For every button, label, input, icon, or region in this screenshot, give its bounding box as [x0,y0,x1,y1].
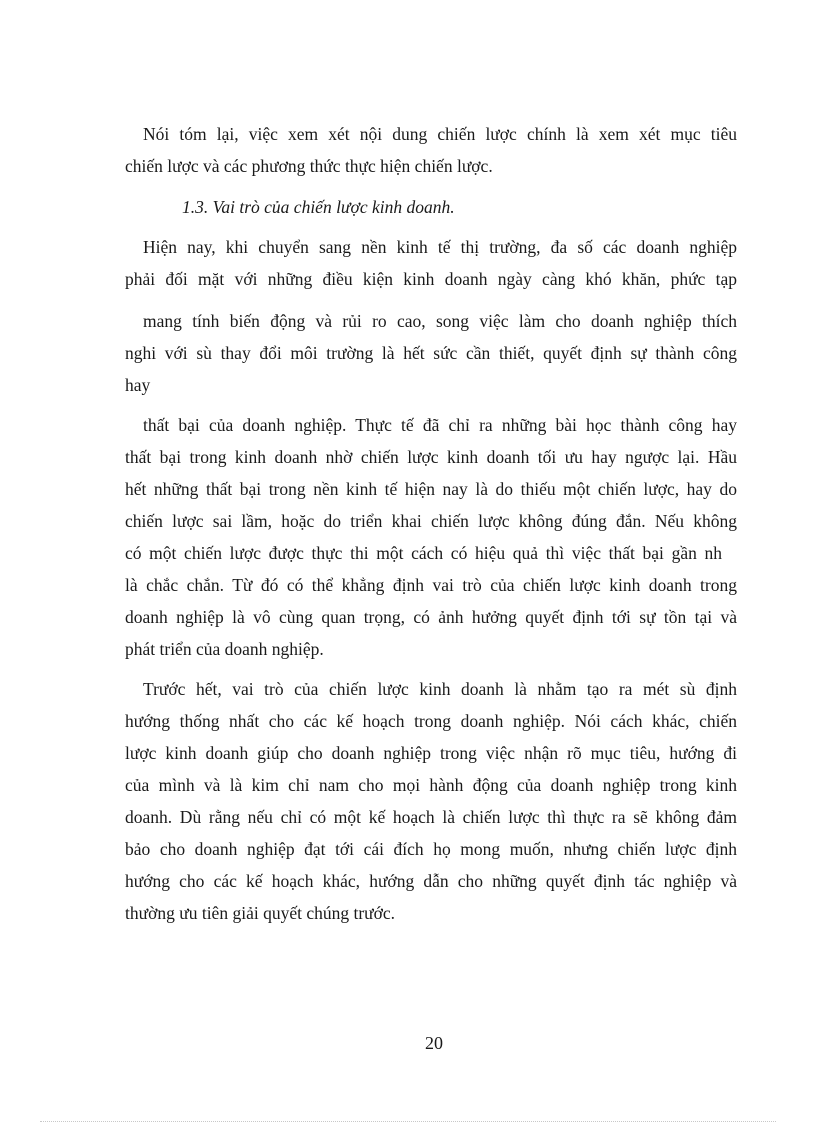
text-line: có một chiến lược được thực thi một cách có hiệu quả thì việc thất bại gần nh [125,543,722,563]
page-number: 20 [425,1033,443,1053]
text-line: Trước hết, vai trò của chiến lược kinh doanh là nhằm tạo ra mét sù định [143,679,737,699]
text-line: doanh. Dù rằng nếu chỉ có một kế hoạch là chiến lược thì thực ra sẽ không đảm [125,807,737,827]
text-line: là chắc chắn. Từ đó có thể khẳng định vai trò của chiến lược kinh doanh trong [125,575,737,595]
text-line: phát triển của doanh nghiệp. [125,639,324,659]
text-line: phải đối mặt với những điều kiện kinh doanh ngày càng khó khăn, phức tạp [125,269,737,289]
text-line: chiến lược và các phương thức thực hiện chiến lược. [125,156,493,176]
text-line: hướng cho các kế hoạch khác, hướng dẫn cho những quyết định tác nghiệp và [125,871,737,891]
text-line: của mình và là kim chỉ nam cho mọi hành động của doanh nghiệp trong kinh [125,775,737,795]
text-line: hay [125,375,151,395]
text-line: thường ưu tiên giải quyết chúng trước. [125,903,396,923]
section-heading: 1.3. Vai trò của chiến lược kinh doanh. [182,197,455,217]
text-line: hướng thống nhất cho các kế hoạch trong doanh nghiệp. Nói cách khác, chiến [125,711,737,731]
text-line: bảo cho doanh nghiệp đạt tới cái đích họ mong muốn, nhưng chiến lược định [125,839,737,859]
text-line: Nói tóm lại, việc xem xét nội dung chiến lược chính là xem xét mục tiêu [143,124,737,144]
text-line: thất bại trong kinh doanh nhờ chiến lược kinh doanh tối ưu hay ngược lại. Hầu [125,447,737,467]
text-line: nghi với sù thay đổi môi trường là hết sức cần thiết, quyết định sự thành công [125,343,737,363]
text-line: mang tính biến động và rủi ro cao, song việc làm cho doanh nghiệp thích [143,311,737,331]
text-line: lược kinh doanh giúp cho doanh nghiệp trong việc nhận rõ mục tiêu, hướng đi [125,743,737,763]
text-line: Hiện nay, khi chuyển sang nền kinh tế thị trường, đa số các doanh nghiệp [143,237,737,257]
text-line: doanh nghiệp là vô cùng quan trọng, có ảnh hưởng quyết định tới sự tồn tại và [125,607,737,627]
page-bottom-divider [40,1121,776,1122]
text-line: hết những thất bại trong nền kinh tế hiện nay là do thiếu một chiến lược, hay do [125,479,737,499]
text-line: thất bại của doanh nghiệp. Thực tế đã chỉ ra những bài học thành công hay [143,415,737,435]
text-line: chiến lược sai lầm, hoặc do triển khai chiến lược không đúng đắn. Nếu không [125,511,737,531]
